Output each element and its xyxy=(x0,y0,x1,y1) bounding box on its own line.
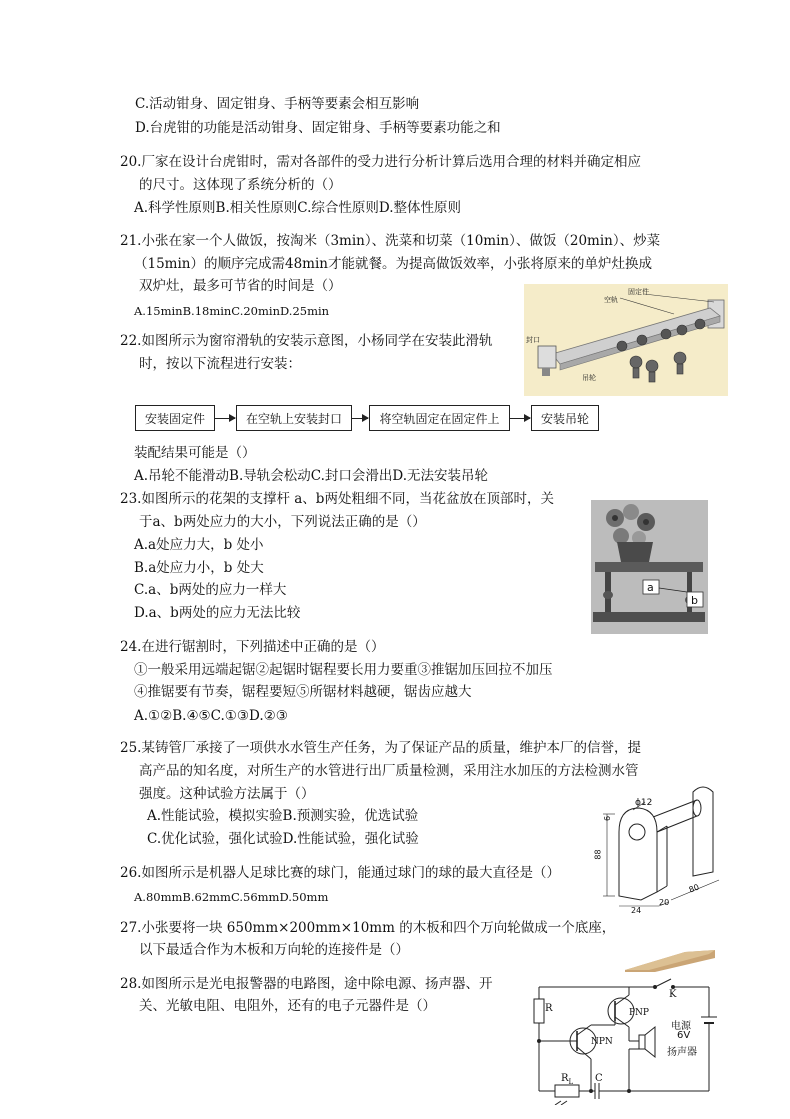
q26-stem-line1: 26.如图所示是机器人足球比赛的球门，能通过球门的球的最大直径是（） xyxy=(120,865,560,881)
circuit-label-power: 电源 xyxy=(671,1021,691,1032)
circuit-label-c: C xyxy=(595,1073,603,1084)
q22-stem-line1: 22.如图所示为窗帘滑轨的安装示意图，小杨同学在安装此滑轨 xyxy=(120,333,493,349)
q25-stem-line1: 25.某铸管厂承接了一项供水水管生产任务，为了保证产品的质量，维护本厂的信誉，提 xyxy=(120,740,641,756)
flow-arrow-3 xyxy=(510,418,530,419)
q25-stem-line2: 高产品的知名度，对所生产的水管进行出厂质量检测，采用注水加压的方法检测水管 xyxy=(139,763,639,779)
q24-options: A.①②B.④⑤C.①③D.②③ xyxy=(134,708,288,724)
alarm-circuit-figure xyxy=(525,975,725,1105)
q23-stem-line2: 于a、b两处应力的大小，下列说法正确的是（） xyxy=(139,514,426,530)
q27-stem-line1: 27.小张要将一块 650mm×200mm×10mm 的木板和四个万向轮做成一个底座， xyxy=(120,920,616,936)
q25-options-ab: A.性能试验，模拟实验B.预测实验，优选试验 xyxy=(147,808,419,824)
q23-option-d: D.a、b两处的应力无法比较 xyxy=(134,605,301,621)
rail-label: 空轨 xyxy=(604,296,618,304)
goal-dim-phi: ϕ12 xyxy=(635,798,653,808)
q22-stem-line2: 时，按以下流程进行安装： xyxy=(139,356,301,372)
q19-option-c: C.活动钳身、固定钳身、手柄等要素会相互影响 xyxy=(135,96,420,112)
flow-arrow-2 xyxy=(352,418,368,419)
q19-option-d: D.台虎钳的功能是活动钳身、固定钳身、手柄等要素功能之和 xyxy=(135,120,501,136)
flow-step-3: 将空轨固定在固定件上 xyxy=(369,405,510,431)
flow-step-4: 安装吊轮 xyxy=(531,405,599,431)
q24-stem-line2: ①一般采用远端起锯②起锯时锯程要长用力要重③推锯加压回拉不加压 xyxy=(134,662,553,678)
circuit-label-npn: NPN xyxy=(591,1037,613,1047)
q20-stem-line1: 20.厂家在设计台虎钳时，需对各部件的受力进行分析计算后选用合理的材料并确定相应 xyxy=(120,154,641,170)
goal-dim-88: 88 xyxy=(593,849,603,860)
flow-arrow-1 xyxy=(215,418,235,419)
circuit-label-pnp: PNP xyxy=(629,1008,649,1018)
wood-board-figure xyxy=(625,950,715,972)
q21-options: A.15minB.18minC.20minD.25min xyxy=(134,304,330,318)
q28-stem-line1: 28.如图所示是光电报警器的电路图，途中除电源、扬声器、开 xyxy=(120,976,493,992)
goal-dim-6: 6 xyxy=(603,815,613,822)
circuit-label-k: K xyxy=(669,989,677,1000)
curtain-rail-figure xyxy=(524,284,728,396)
flow-step-2: 在空轨上安装封口 xyxy=(236,405,352,431)
q26-options: A.80mmB.62mmC.56mmD.50mm xyxy=(134,890,329,904)
q25-stem-line3: 强度。这种试验方法属于（） xyxy=(139,786,315,802)
shelf-label-b: b xyxy=(691,594,698,607)
shelf-label-a: a xyxy=(647,581,654,594)
q24-stem-line1: 24.在进行锯割时，下列描述中正确的是（） xyxy=(120,639,385,655)
circuit-label-speaker: 扬声器 xyxy=(667,1047,697,1058)
circuit-label-rl: $R_L$ xyxy=(561,1073,574,1086)
q21-stem-line3: 双炉灶，最多可节省的时间是（） xyxy=(139,278,342,294)
cap-label: 封口 xyxy=(526,336,540,344)
q27-stem-line2: 以下最适合作为木板和万向轮的连接件是（） xyxy=(139,942,409,958)
q22-options: A.吊轮不能滑动B.导轨会松动C.封口会滑出D.无法安装吊轮 xyxy=(134,468,489,484)
q23-option-a: A.a处应力大，b 处小 xyxy=(134,537,264,553)
q28-stem-line2: 关、光敏电阻、电阻外，还有的电子元器件是（） xyxy=(139,998,436,1014)
flower-shelf-figure xyxy=(591,500,708,634)
q25-options-cd: C.优化试验，强化试验D.性能试验，强化试验 xyxy=(147,831,419,847)
wheel-label: 吊轮 xyxy=(582,374,596,382)
q23-option-b: B.a处应力小，b 处大 xyxy=(134,560,264,576)
circuit-label-6v: 6V xyxy=(677,1030,691,1041)
goal-dim-20: 20 xyxy=(659,898,670,907)
circuit-label-r: R xyxy=(545,1003,553,1014)
flow-step-1: 安装固定件 xyxy=(135,405,215,431)
fixed-part-label: 固定件 xyxy=(628,288,649,296)
q23-stem-line1: 23.如图所示的花架的支撑杆 a、b两处粗细不同，当花盆放在顶部时，关 xyxy=(120,491,554,507)
q23-option-c: C.a、b两处的应力一样大 xyxy=(134,582,287,598)
q22-stem-line3: 装配结果可能是（） xyxy=(134,445,256,461)
q21-stem-line1: 21.小张在家一个人做饭，按淘米（3min）、洗菜和切菜（10min）、做饭（20min）、炒菜 xyxy=(120,233,661,249)
q20-stem-line2: 的尺寸。这体现了系统分析的（） xyxy=(139,177,342,193)
goal-dim-80: 80 xyxy=(687,882,701,895)
robot-goal-figure xyxy=(585,780,745,916)
q20-options: A.科学性原则B.相关性原则C.综合性原则D.整体性原则 xyxy=(134,200,462,216)
q24-stem-line3: ④推锯要有节奏，锯程要短⑤所锯材料越硬，锯齿应越大 xyxy=(134,684,472,700)
q21-stem-line2: （15min）的顺序完成需48min才能就餐。为提高做饭效率，小张将原来的单炉灶换成 xyxy=(134,256,652,272)
goal-dim-24: 24 xyxy=(631,906,642,915)
